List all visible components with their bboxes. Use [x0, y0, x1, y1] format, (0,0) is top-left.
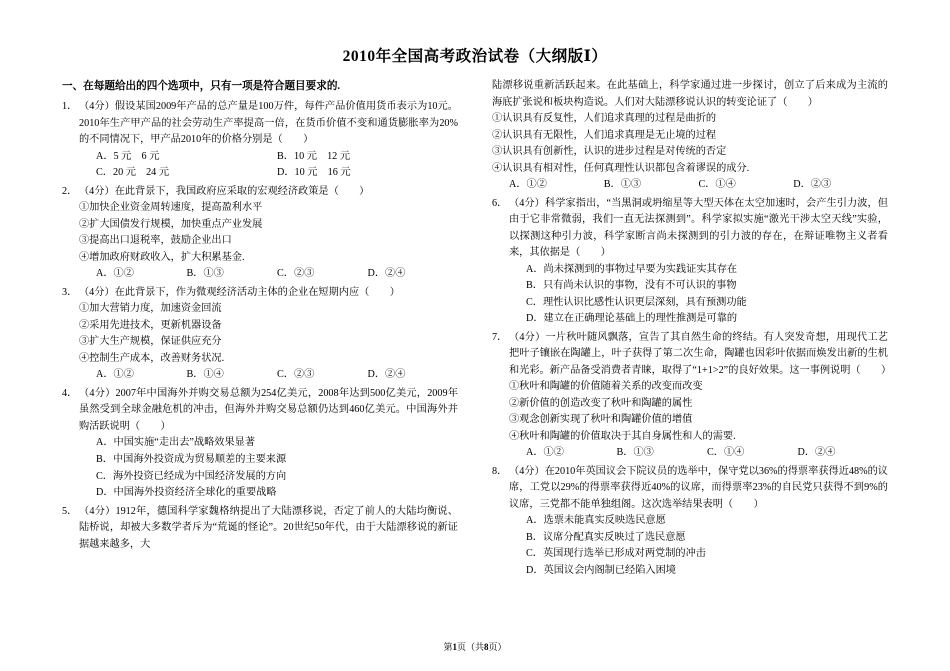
question-options — [79, 367, 458, 384]
option-choice[interactable]: D．②④ — [797, 447, 836, 459]
question-body — [79, 504, 458, 554]
option-choice[interactable]: D．②③ — [793, 179, 832, 191]
question-item — [62, 285, 458, 384]
question-item — [62, 504, 458, 554]
option-choice[interactable]: D．②④ — [367, 268, 406, 280]
option-choice[interactable]: A．中国实施“走出去”战略效果显著 — [96, 437, 256, 449]
page-title: 2010年全国高考政治试卷（大纲版Ⅰ） — [342, 48, 608, 65]
question-statement: ③提高出口退税率，鼓励企业出口 — [79, 235, 232, 247]
footer-middle: 页（共 — [456, 642, 484, 652]
question-statement: ①认识具有反复性，人们追求真理的过程是曲折的 — [492, 113, 717, 125]
question-statement: ②认识具有无限性，人们追求真理是无止境的过程 — [492, 129, 717, 141]
question-body — [509, 464, 888, 580]
footer-suffix: 页） — [488, 642, 507, 652]
question-options — [509, 445, 888, 462]
question-statement: ②采用先进技术，更新机器设备 — [79, 319, 222, 331]
option-choice[interactable]: C．海外投资已经成为中国经济发展的方向 — [96, 470, 287, 482]
question-options — [492, 177, 888, 194]
question-stem: （4分）1912年，德国科学家魏格纳提出了大陆漂移说，否定了前人的大陆均衡说、陆桥说，却被大多数学者斥为“荒诞的怪论”。20世纪50年代，由于大陆漂移说的新证据越来越多，大 — [79, 505, 458, 550]
question-number: 6． — [492, 197, 508, 209]
question-statement: ④控制生产成本，改善财务状况. — [79, 352, 225, 364]
question-body — [79, 285, 458, 384]
question-statement: ④秋叶和陶罐的价值取决于其自身属性和人的需要. — [509, 430, 736, 442]
question-statement: ②新价值的创造改变了秋叶和陶罐的属性 — [509, 397, 693, 409]
question-options — [79, 435, 458, 501]
question-item — [492, 196, 888, 328]
question-number: 3． — [62, 286, 78, 298]
section-heading: 一、在每题给出的四个选项中，只有一项是符合题目要求的. — [62, 81, 341, 92]
question-item — [62, 184, 458, 283]
footer-prefix: 第 — [443, 642, 453, 652]
option-choice[interactable]: D．建立在正确理论基础上的理性推测是可靠的 — [526, 313, 738, 325]
option-choice[interactable]: A．①② — [96, 369, 134, 381]
question-stem: （4分）2007年中国海外并购交易总额为254亿美元，2008年达到500亿美元，2009年虽然受到全球金融危机的冲击，但海外并购交易总额仍达到460亿美元。中国海外并购活跃说明（ ） — [79, 387, 458, 432]
question-number: 2． — [62, 185, 78, 197]
left-column — [62, 78, 458, 555]
option-choice[interactable]: B．①③ — [616, 447, 654, 459]
question-stem: （4分）在此背景下，作为微观经济活动主体的企业在短期内应（ ） — [79, 286, 400, 298]
option-choice[interactable]: A．①② — [96, 268, 134, 280]
two-column-layout — [62, 78, 892, 581]
option-choice[interactable]: C．20 元 24 元 — [96, 167, 170, 179]
question-stem: （4分）假设某国2009年产品的总产量是100万件，每件产品价值用货币表示为10元。2010年生产甲产品的社会劳动生产率提高一倍，在货币价值不变和通货膨胀率为20%的不同情况下，甲产品2010年的价格分别是（ ） — [79, 101, 458, 146]
question-body — [509, 196, 888, 328]
footer-page-number: 1 — [452, 642, 457, 652]
question-number: 8． — [492, 465, 508, 477]
option-choice[interactable]: D．②④ — [367, 369, 406, 381]
question-stem: （4分）在2010年英国议会下院议员的选举中，保守党以36%的得票率获得近48%的议席，工党以29%的得票率获得近40%的议席，而得票率23%的自民党只获得不到9%的议席，三党都不能单独组阁。这次选举结果表明（ ） — [509, 465, 888, 510]
option-choice[interactable]: C．②③ — [277, 268, 315, 280]
question-statement: ③认识具有创新性，认识的进步过程是对传统的否定 — [492, 146, 727, 158]
question-options — [79, 149, 458, 182]
option-choice[interactable]: D．中国海外投资经济全球化的重要战略 — [96, 487, 277, 499]
question-number: 1． — [62, 101, 78, 113]
question-body — [79, 386, 458, 502]
option-choice[interactable]: B．中国海外投资成为贸易顺差的主要来源 — [96, 453, 287, 465]
option-choice[interactable]: A．选票未能真实反映选民意愿 — [526, 515, 666, 527]
question-item — [492, 464, 888, 580]
footer-total-pages: 8 — [484, 642, 489, 652]
question-options — [509, 513, 888, 579]
page-footer — [0, 640, 950, 653]
option-choice[interactable]: C．理性认识比感性认识更层深刻，具有预测功能 — [526, 296, 747, 308]
option-choice[interactable]: B．①③ — [603, 179, 642, 191]
question-statement: ②扩大国债发行规模，加快重点产业发展 — [79, 218, 263, 230]
question-statement: ③扩大生产规模，保证供应充分 — [79, 336, 222, 348]
question-stem: 陆漂移说重新活跃起来。在此基础上，科学家通过进一步探讨，创立了后来成为主流的海底扩张说和板块构造说。人们对大陆漂移说认识的转变论证了（ ） — [492, 80, 888, 108]
option-choice[interactable]: C．①④ — [707, 447, 745, 459]
question-options — [509, 262, 888, 328]
option-choice[interactable]: B．10 元 12 元 — [277, 150, 351, 162]
right-column — [492, 78, 892, 581]
question-item — [62, 386, 458, 502]
question-body — [79, 184, 458, 283]
question-number: 5． — [62, 505, 78, 517]
option-choice[interactable]: D．英国议会内阁制已经陷入困境 — [526, 564, 676, 576]
question-statement: ①秋叶和陶罐的价值随着关系的改变而改变 — [509, 381, 703, 393]
question-statement: ④认识具有相对性，任何真理性认识都包含着谬误的成分. — [492, 162, 750, 174]
option-choice[interactable]: C．英国现行选举已形成对两党制的冲击 — [526, 548, 706, 560]
option-choice[interactable]: B．①③ — [186, 268, 224, 280]
option-choice[interactable]: B．议席分配真实反映过了选民意愿 — [526, 531, 686, 543]
question-statement: ①加快企业资金周转速度，提高盈利水平 — [79, 202, 263, 214]
question-statement: ④增加政府财政收入，扩大积累基金. — [79, 251, 245, 263]
question-number: 4． — [62, 387, 78, 399]
question-statement: ①加大营销力度，加速资金回流 — [79, 303, 222, 315]
option-choice[interactable]: A．尚未探测到的事物过早要为实践证实其存在 — [526, 263, 738, 275]
question-body — [79, 99, 458, 182]
option-choice[interactable]: C．②③ — [277, 369, 315, 381]
option-choice[interactable]: A．①② — [509, 179, 547, 191]
question-stem: （4分）在此背景下，我国政府应采取的宏观经济政策是（ ） — [79, 185, 370, 197]
option-choice[interactable]: B．只有尚未认识的事物，没有不可认识的事物 — [526, 280, 737, 292]
question-stem: （4分）科学家指出，“当黑洞或坍缩星等大型天体在太空加速时，会产生引力波，但由于它非常微弱，我们一直无法探测到”。科学家拟实施“激光干涉太空天线”实验，以探测这种引力波，科学家断言尚未探测到的引力波的存在，在辩证唯物主义者看来，其依据是（ ） — [509, 197, 888, 259]
question-stem: （4分）一片秋叶随风飘落，宣告了其自然生命的终结。有人突发奇想，用现代工艺把叶子镶嵌在陶罐上，叶子获得了第二次生命，陶罐也因彩叶依据而焕发出新的生机和光彩。新产品备受消费者青睐，取得了“1+1>2”的良好效果。这一事例说明（ ） — [509, 331, 892, 376]
option-choice[interactable]: C．①④ — [698, 179, 736, 191]
question-continuation — [492, 78, 888, 194]
option-choice[interactable]: D．10 元 16 元 — [277, 167, 351, 179]
option-choice[interactable]: A．5 元 6 元 — [96, 150, 160, 162]
question-body — [509, 330, 892, 462]
question-item — [492, 330, 892, 462]
question-options — [79, 266, 458, 283]
question-item — [62, 99, 458, 182]
option-choice[interactable]: A．①② — [526, 447, 564, 459]
question-body — [492, 78, 888, 194]
option-choice[interactable]: B．①④ — [186, 369, 224, 381]
question-statement: ③观念创新实现了秋叶和陶罐价值的增值 — [509, 414, 693, 426]
question-number: 7． — [492, 331, 508, 343]
